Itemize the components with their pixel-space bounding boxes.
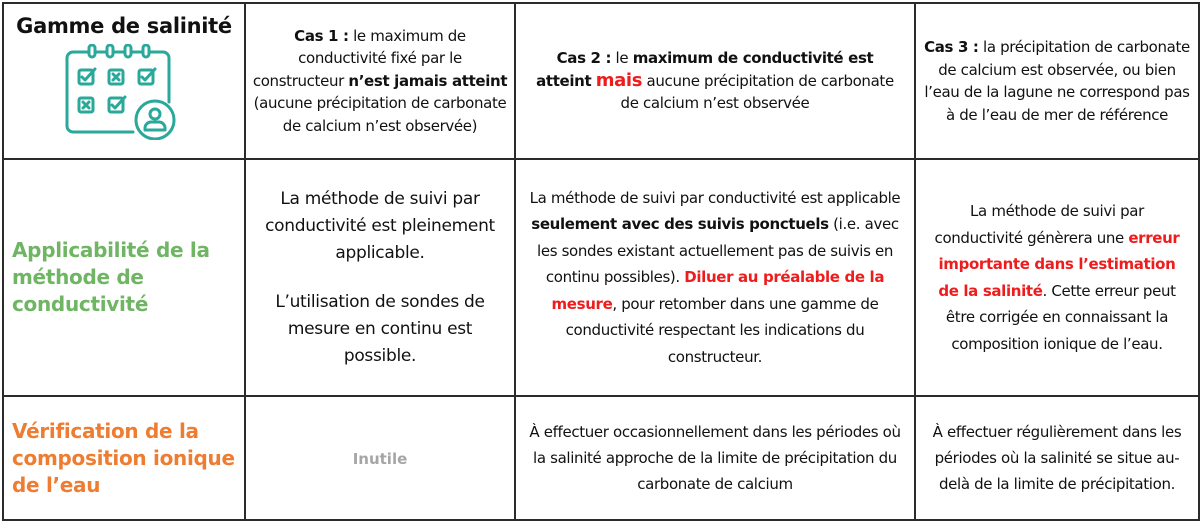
verification-cas2-cell <box>515 396 915 520</box>
applicabilite-cas3-text-1: La méthode de suivi par conductivité génèrera une <box>934 202 1144 247</box>
calendar-checklist-user-icon <box>63 44 179 140</box>
header-title-cell <box>3 3 245 159</box>
applicabilite-cas1-p1: La méthode de suivi par conductivité est pleinement applicable. <box>265 188 495 263</box>
applicabilite-cas1-p2: L’utilisation de sondes de mesure en continu est possible. <box>275 291 485 366</box>
header-cas1-cell <box>245 3 515 159</box>
cas2-highlight: mais <box>595 69 643 91</box>
applicabilite-cas2-bold: seulement avec des suivis ponctuels <box>531 215 829 234</box>
cas2-text-2: aucune précipitation de carbonate de calcium n’est observée <box>620 71 894 113</box>
verification-cas1-value: Inutile <box>352 449 408 468</box>
applicabilite-cas2-text-3: , pour retomber dans une gamme de conductivité respectant les indications du constructeur. <box>565 294 879 366</box>
cas2-text-1: le <box>611 49 633 68</box>
verification-cas1-cell <box>245 396 515 520</box>
cas1-label: Cas 1 : <box>294 26 349 45</box>
applicabilite-cas2-cell <box>515 159 915 396</box>
applicabilite-cas2-highlight: Diluer au préalable de la mesure <box>551 268 885 313</box>
salinity-table <box>2 2 1200 521</box>
cas3-text-1: la précipitation de carbonate de calcium est observée, ou bien l’eau de la lagune ne correspond pas à de l’eau de mer de référence <box>924 38 1190 124</box>
cas1-text-2: (aucune précipitation de carbonate de calcium n’est observée) <box>253 94 507 135</box>
header-cas3-cell <box>915 3 1199 159</box>
applicabilite-row <box>3 159 1199 396</box>
verification-cas2-value: À effectuer occasionnellement dans les périodes où la salinité approche de la limite de précipitation du carbonate de calcium <box>529 423 901 493</box>
applicabilite-cas3-highlight: erreur importante dans l’estimation de la salinité <box>938 228 1180 300</box>
cas2-label: Cas 2 : <box>556 49 612 68</box>
applicabilite-label-cell <box>3 159 245 396</box>
applicabilite-label: Applicabilité de la méthode de conductivité <box>12 238 210 316</box>
applicabilite-cas2-text-2: (i.e. avec les sondes existant actuellement pas de suivis en continu possibles). <box>537 215 899 287</box>
applicabilite-cas3-cell <box>915 159 1199 396</box>
cas3-label: Cas 3 : <box>924 38 979 56</box>
header-cas2-cell <box>515 3 915 159</box>
cas1-bold-1: n’est jamais atteint <box>348 71 508 90</box>
header-row <box>3 3 1199 159</box>
verification-cas3-value: À effectuer régulièrement dans les périodes où la salinité se situe au-delà de la limite de précipitation. <box>932 423 1182 493</box>
applicabilite-cas1-cell <box>245 159 515 396</box>
cas2-bold-1: maximum de conductivité est atteint <box>536 49 874 90</box>
verification-cas3-cell <box>915 396 1199 520</box>
cas1-text-1: le maximum de conductivité fixé par le constructeur <box>252 26 466 90</box>
applicabilite-cas3-text-2: . Cette erreur peut être corrigée en connaissant la composition ionique de l’eau. <box>945 281 1176 353</box>
applicabilite-cas2-text-1: La méthode de suivi par conductivité est applicable <box>529 188 901 207</box>
verification-label: Vérification de la composition ionique de l’eau <box>12 418 235 497</box>
table-title: Gamme de salinité <box>16 14 232 38</box>
verification-row <box>3 396 1199 520</box>
verification-label-cell <box>3 396 245 520</box>
